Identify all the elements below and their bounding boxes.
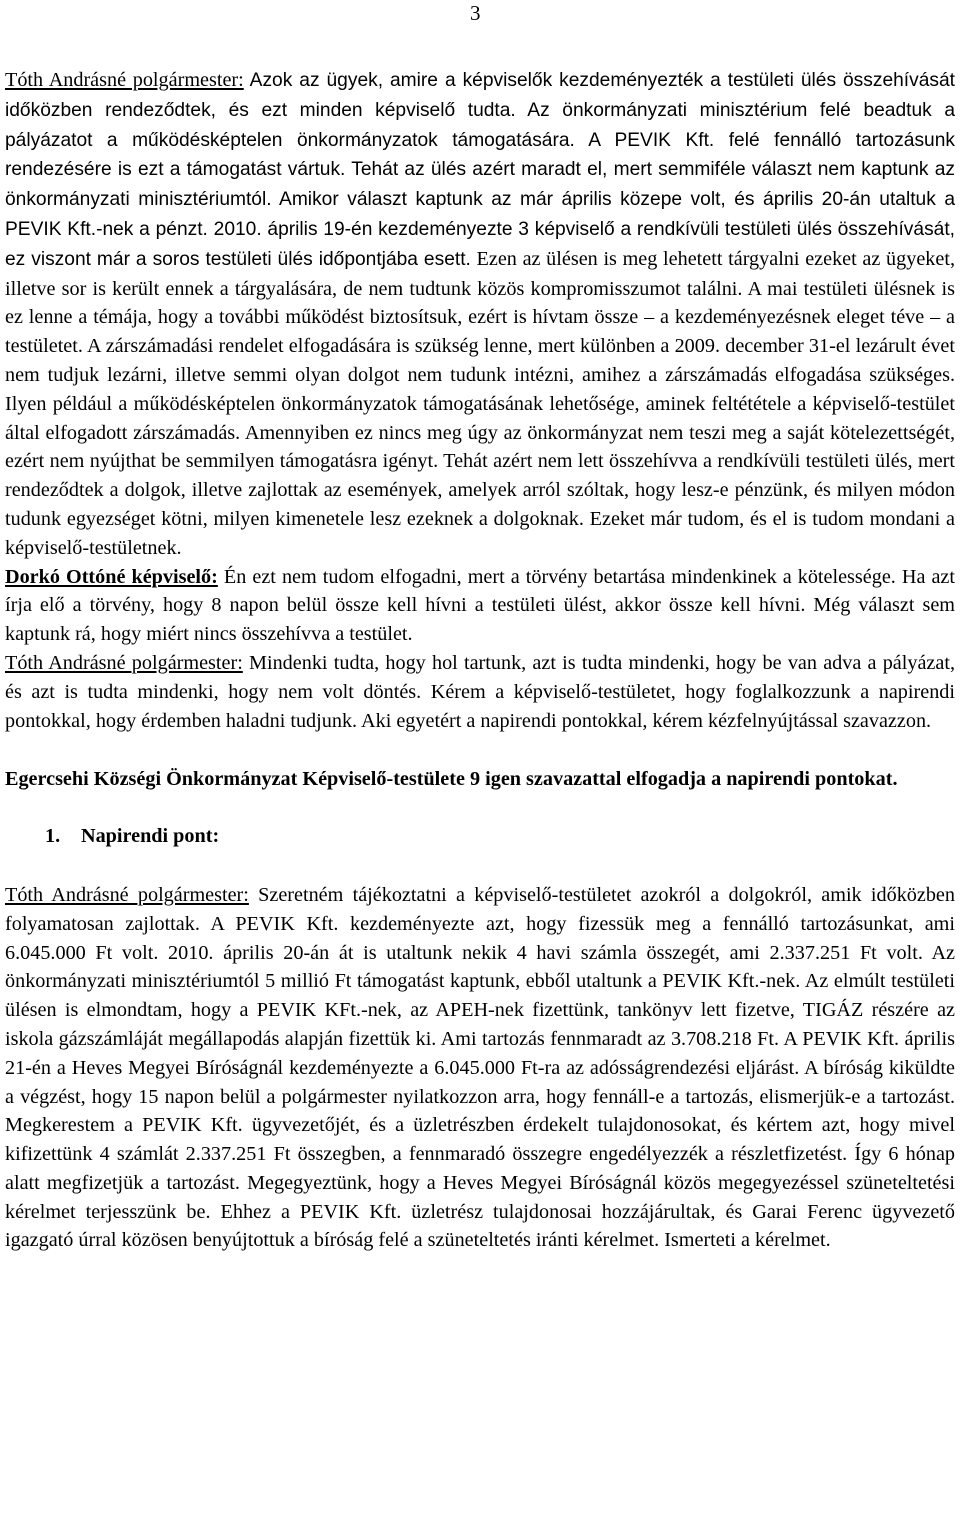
paragraph-mayor-2 [5, 649, 955, 735]
paragraph-text: Szeretném tájékoztatni a képviselő-testületet azokról a dolgokról, amik időközben folyamatosan zajlottak. A PEVIK Kft. kezdeményezte azt, hogy fizessük meg a fennálló tartozásunkat, ami 6.045.000 Ft volt. 2010. április 20-án át is utaltunk nekik 4 havi számla összegét, ami 2.337.251 Ft volt. Az önkormányzati minisztériumtól 5 millió Ft támogatást kaptunk, ebből utaltunk a PEVIK Kft.-nek. Az elmúlt testületi ülésen is elmondtam, hogy a PEVIK KFt.-nek, az APEH-nek fizettünk, tankönyv lett fizetve, TIGÁZ részére az iskola gázszámláját megállapodás alapján fizettük ki. Ami tartozás fennmaradt az 3.708.218 Ft. A PEVIK Kft. április 21-én a Heves Megyei Bíróságnál kezdeményezte a 6.045.000 Ft-ra az adósságrendezési eljárást. A bíróság kiküldte a végzést, hogy 15 napon belül a polgármester nyilatkozzon arra, hogy fennáll-e a tartozás, elismerjük-e a tartozást. Megkerestem a PEVIK Kft. ügyvezetőjét, és a üzletrészben érdekelt tulajdonosokat, és kértem azt, hogy mivel kifizettünk 4 számlát 2.337.251 Ft összegben, a fennmaradó összegre engedélyezzék a részletfizetést. Így 6 hónap alatt megfizetjük a tartozást. Megegyeztünk, hogy a Heves Megyei Bíróságnál közös megegyezéssel szüneteltetési kérelmet terjesszünk be. Ehhez a PEVIK Kft. üzletrész tulajdonosai hozzájárultak, és Garai Ferenc ügyvezető igazgató úrral közösen benyújtottuk a bíróság felé a szüneteltetés iránti kérelmet. Ismerteti a kérelmet. [5, 883, 955, 1252]
document-body [5, 66, 955, 1255]
resolution-text: Egercsehi Községi Önkormányzat Képviselő-testülete 9 igen szavazattal elfogadja a napirendi pontokat. [5, 768, 898, 791]
paragraph-text: Én ezt nem tudom elfogadni, mert a törvény betartása mindenkinek a kötelessége. Ha azt írja elő a törvény, hogy 8 napon belül össze kell hívni a testületi ülést, akkor össze kell hívni. Még választ sem kaptunk rá, hogy miért nincs összehívva a testület. [5, 565, 955, 646]
agenda-heading [5, 822, 955, 851]
speaker-label: Tóth Andrásné polgármester: [5, 69, 244, 91]
speaker-label: Dorkó Ottóné képviselő: [5, 565, 218, 588]
agenda-number: 1. [45, 825, 61, 848]
paragraph-text: Mindenki tudta, hogy hol tartunk, azt is tudta mindenki, hogy be van adva a pályázat, és azt is tudta mindenki, hogy nem volt döntés. Kérem a képviselő-testületet, hogy foglalkozzunk a napirendi pontokkal, hogy érdemben haladni tudjunk. Aki egyetért a napirendi pontokkal, kérem kézfelnyújtással szavazzon. [5, 651, 955, 732]
paragraph-mayor-1 [5, 66, 955, 563]
speaker-label: Tóth Andrásné polgármester: [5, 883, 249, 906]
paragraph-text: Azok az ügyek, amire a képviselők kezdeményezték a testületi ülés összehívását időközben rendeződtek, és ezt minden képviselő tudta. Az önkormányzati minisztérium felé beadtuk a pályázatot a működésképtelen önkormányzatok támogatására. A PEVIK Kft. felé fennálló tartozásunk rendezésére is ezt a támogatást vártuk. Tehát az ülés azért maradt el, mert semmiféle választ nem kaptunk az önkormányzati minisztériumtól. Amikor választ kaptunk az már április közepe volt, és április 20-án utaltuk a PEVIK Kft.-nek a pénzt. 2010. április 19-én kezdeményezte 3 képviselő a rendkívüli testületi ülés összehívását, ez viszont már a soros testületi ülés időpontjába esett. [5, 70, 955, 270]
paragraph-text: Ezen az ülésen is meg lehetett tárgyalni ezeket az ügyeket, illetve sor is került ennek a tárgyalására, de nem tudtunk közös kompromisszumot találni. A mai testületi ülésnek is ez lenne a témája, hogy a további működést biztosítsuk, ezért is hívtam össze – a kezdeményezésnek eleget téve – a testületet. A zárszámadási rendelet elfogadására is szükség lenne, mert különben a 2009. december 31-el lezárult évet nem tudjuk lezárni, illetve semmi olyan dolgot nem tudunk intézni, amihez a zárszámadás elfogadása szükséges. Ilyen például a működésképtelen önkormányzatok támogatásának lehetősége, aminek feltététele a képviselő-testület által elfogadott zárszámadás. Amennyiben ez nincs meg úgy az önkormányzat nem teszi meg a saját kötelezettségét, ezért nem nyújthat be semmilyen támogatásra igényt. Tehát azért nem lett összehívva a rendkívüli testületi ülés, mert rendeződtek a dolgok, illetve zajlottak az események, amelyek arról szóltak, hogy lesz-e pénzünk, és milyen módon tudunk egyezséget kötni, milyen kimenetele lesz ezeknek a dolgoknak. Ezeket már tudom, és el is tudom mondani a képviselő-testületnek. [5, 247, 955, 559]
speaker-label: Tóth Andrásné polgármester: [5, 651, 243, 674]
paragraph-representative [5, 563, 955, 649]
paragraph-mayor-3 [5, 881, 955, 1255]
agenda-title: Napirendi pont: [81, 825, 220, 848]
page-number: 3 [470, 1, 481, 25]
